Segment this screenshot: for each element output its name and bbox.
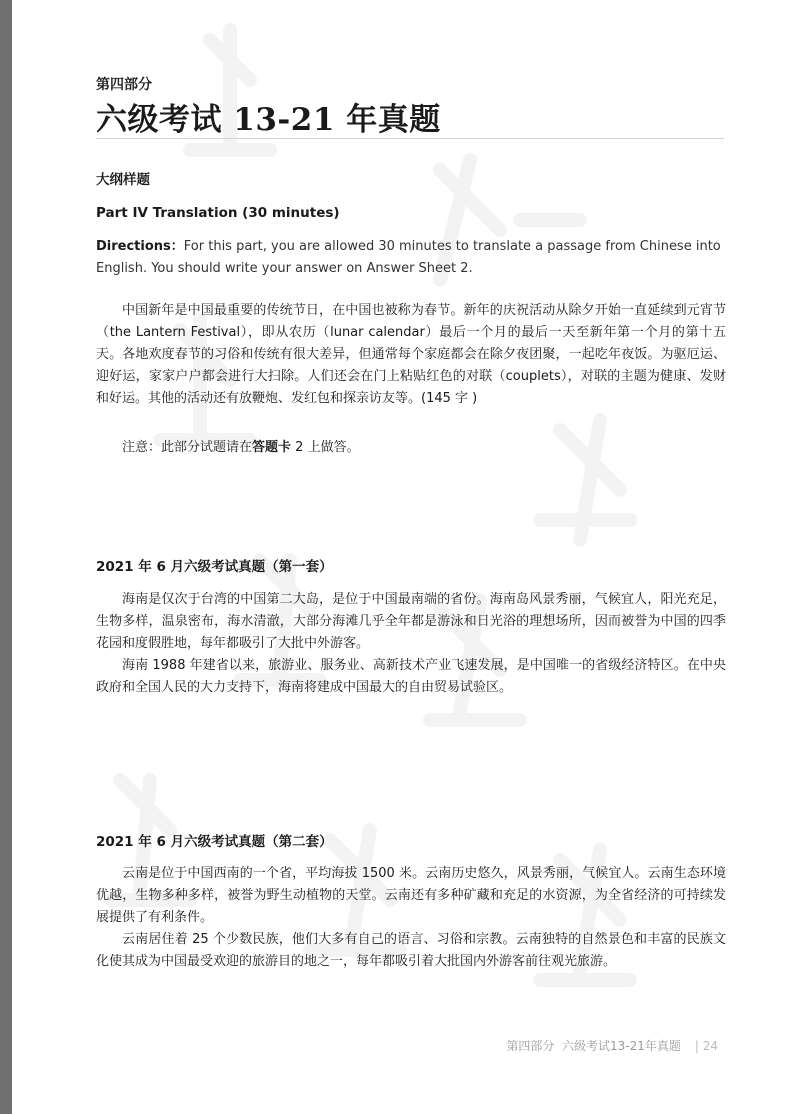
part-iv-heading: Part IV Translation (30 minutes) xyxy=(96,205,340,221)
directions-text xyxy=(96,236,726,280)
part-label: 第四部分 xyxy=(96,77,152,93)
exam-set-2-para-2: 云南居住着 25 个少数民族，他们大多有自己的语言、习俗和宗教。云南独特的自然景色和丰富的民族文化使其成为中国最受欢迎的旅游目的地之一，每年都吸引着大批国内外游客前往观光旅游。 xyxy=(96,932,726,969)
note-bold: 答题卡 xyxy=(252,440,292,455)
page-footer xyxy=(506,1037,724,1054)
directions-body: For this part, you are allowed 30 minutes to translate a passage from Chinese into English. You should write your answer on Answer Sheet 2. xyxy=(96,239,721,276)
answer-sheet-note xyxy=(122,436,360,455)
exam-set-1-para-1: 海南是仅次于台湾的中国第二大岛，是位于中国最南端的省份。海南岛风景秀丽，气候宜人，阳光充足，生物多样，温泉密布，海水清澈，大部分海滩几乎全年都是游泳和日光浴的理想场所，因而被誉为中国的四季花园和度假胜地，每年都吸引了大批中外游客。 xyxy=(96,592,726,651)
exam-set-1-para-2: 海南 1988 年建省以来，旅游业、服务业、高新技术产业飞速发展，是中国唯一的省级经济特区。在中央政府和全国人民的大力支持下，海南将建成中国最大的自由贸易试验区。 xyxy=(96,658,726,695)
note-prefix: 注意：此部分试题请在 xyxy=(122,440,253,455)
title-divider xyxy=(96,138,724,139)
exam-set-2-para-1: 云南是位于中国西南的一个省，平均海拔 1500 米。云南历史悠久，风景秀丽，气候宜人。云南生态环境优越，生物多种多样，被誉为野生动植物的天堂。云南还有多种矿藏和充足的水资源，为全省经济的可持续发展提供了有利条件。 xyxy=(96,866,726,925)
page-title: 六级考试 13-21 年真题 xyxy=(96,102,441,138)
syllabus-heading: 大纲样题 xyxy=(96,172,150,188)
footer-page-number: | 24 xyxy=(694,1039,718,1053)
note-suffix: 2 上做答。 xyxy=(291,440,360,455)
directions-label: Directions： xyxy=(96,239,184,254)
footer-running-title: 第四部分 六级考试13-21年真题 xyxy=(506,1039,681,1053)
exam-set-1-heading: 2021 年 6 月六级考试真题（第一套） xyxy=(96,559,333,575)
syllabus-passage: 中国新年是中国最重要的传统节日，在中国也被称为春节。新年的庆祝活动从除夕开始一直延续到元宵节（the Lantern Festival），即从农历（lunar calendar）最后一个月的最后一天至新年第一个月的第十五天。各地欢度春节的习俗和传统有很大差异，但通常每个家庭都会在除夕夜团聚，一起吃年夜饭。为驱厄运、迎好运，家家户户都会进行大扫除。人们还会在门上粘贴红色的对联（couplets），对联的主题为健康、发财和好运。其他的活动还有放鞭炮、发红包和探亲访友等。(145 字 ) xyxy=(96,303,726,406)
exam-set-2-heading: 2021 年 6 月六级考试真题（第二套） xyxy=(96,834,333,850)
